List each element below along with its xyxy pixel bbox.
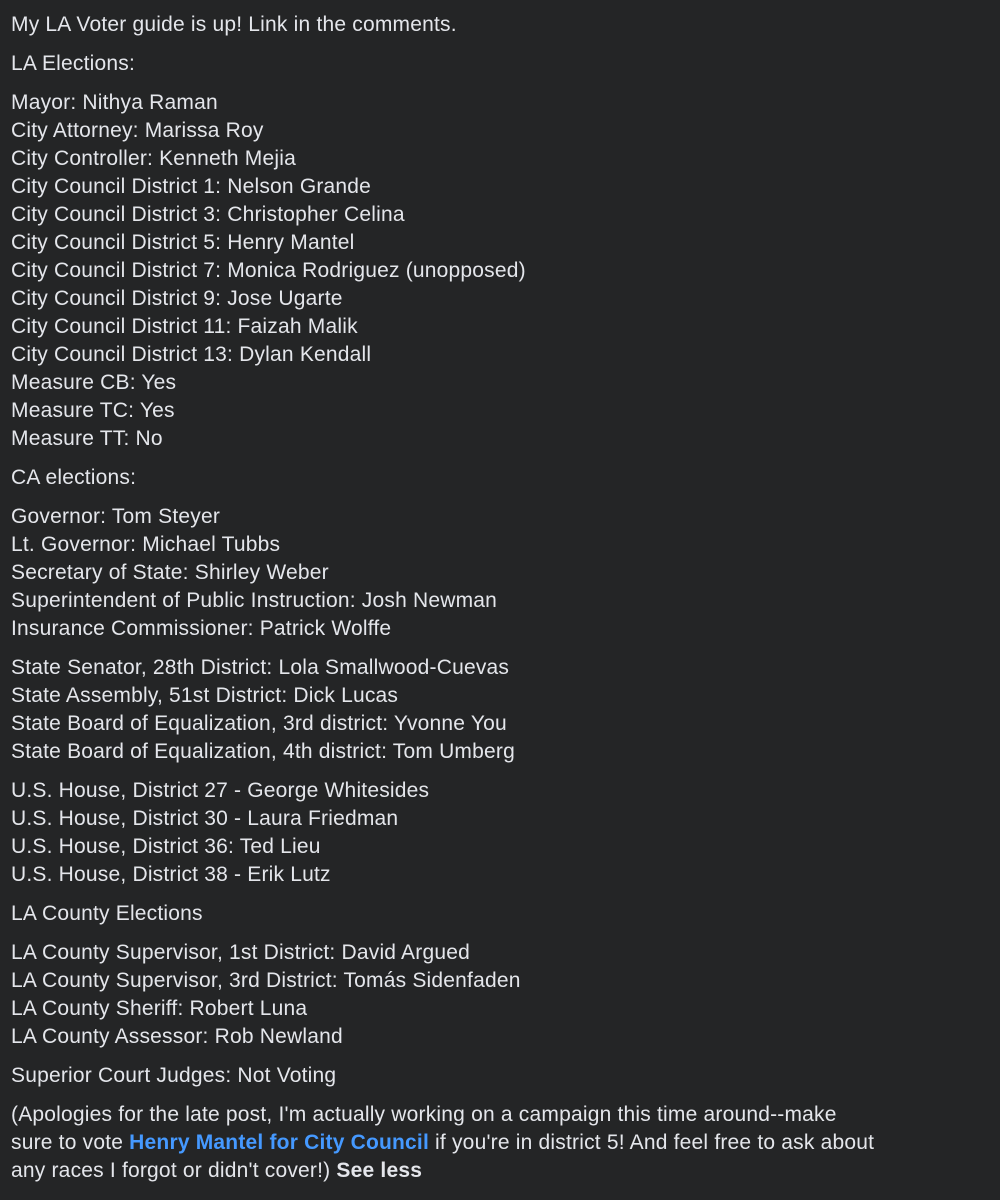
- la-item: City Council District 7: Monica Rodriguez (unopposed): [11, 259, 526, 282]
- la-elections-list: [11, 89, 993, 453]
- post-body: [11, 11, 993, 1185]
- us-house-item: U.S. House, District 36: Ted Lieu: [11, 835, 321, 858]
- ca-legislature-list: [11, 654, 993, 766]
- la-elections-heading: [11, 50, 993, 78]
- la-heading-text: LA Elections:: [11, 52, 136, 75]
- county-elections-list: [11, 939, 993, 1051]
- ca-legislature-item: State Board of Equalization, 4th district: Tom Umberg: [11, 740, 515, 763]
- la-item: City Attorney: Marissa Roy: [11, 119, 264, 142]
- ca-statewide-item: Secretary of State: Shirley Weber: [11, 561, 329, 584]
- ca-statewide-item: Superintendent of Public Instruction: Josh Newman: [11, 589, 498, 612]
- ca-elections-heading: [11, 464, 993, 492]
- ca-legislature-item: State Board of Equalization, 3rd district: Yvonne You: [11, 712, 507, 735]
- county-heading-text: LA County Elections: [11, 902, 203, 925]
- la-item: City Controller: Kenneth Mejia: [11, 147, 296, 170]
- us-house-list: [11, 777, 993, 889]
- closing-line-2: [11, 1129, 993, 1157]
- closing-text-after: if you're in district 5! And feel free to ask about: [429, 1131, 875, 1154]
- county-item: LA County Sheriff: Robert Luna: [11, 997, 308, 1020]
- county-elections-heading: [11, 900, 993, 928]
- la-item: City Council District 13: Dylan Kendall: [11, 343, 372, 366]
- ca-statewide-item: Insurance Commissioner: Patrick Wolffe: [11, 617, 392, 640]
- ca-legislature-item: State Senator, 28th District: Lola Smallwood-Cuevas: [11, 656, 510, 679]
- intro-line: My LA Voter guide is up! Link in the comments.: [11, 13, 457, 36]
- la-item: City Council District 3: Christopher Celina: [11, 203, 405, 226]
- us-house-item: U.S. House, District 38 - Erik Lutz: [11, 863, 331, 886]
- la-item: City Council District 11: Faizah Malik: [11, 315, 358, 338]
- us-house-item: U.S. House, District 30 - Laura Friedman: [11, 807, 399, 830]
- la-item: Measure TC: Yes: [11, 399, 175, 422]
- ca-legislature-item: State Assembly, 51st District: Dick Lucas: [11, 684, 399, 707]
- us-house-item: U.S. House, District 27 - George Whitesides: [11, 779, 430, 802]
- la-item: City Council District 5: Henry Mantel: [11, 231, 355, 254]
- ca-statewide-list: [11, 503, 993, 643]
- closing-line-3: [11, 1157, 993, 1185]
- la-item: Measure TT: No: [11, 427, 163, 450]
- la-item: Measure CB: Yes: [11, 371, 177, 394]
- ca-statewide-item: Governor: Tom Steyer: [11, 505, 221, 528]
- intro-text: [11, 11, 993, 39]
- closing-paragraph: [11, 1101, 993, 1185]
- la-item: Mayor: Nithya Raman: [11, 91, 218, 114]
- ca-statewide-item: Lt. Governor: Michael Tubbs: [11, 533, 281, 556]
- la-item: City Council District 9: Jose Ugarte: [11, 287, 343, 310]
- county-item: LA County Assessor: Rob Newland: [11, 1025, 343, 1048]
- county-item: LA County Supervisor, 1st District: David Argued: [11, 941, 470, 964]
- judges-note: [11, 1062, 993, 1090]
- page-tag-link[interactable]: Henry Mantel for City Council: [129, 1131, 430, 1154]
- judges-text: Superior Court Judges: Not Voting: [11, 1064, 337, 1087]
- closing-line-1: (Apologies for the late post, I'm actually working on a campaign this time around--make: [11, 1103, 837, 1126]
- ca-heading-text: CA elections:: [11, 466, 137, 489]
- see-less-button[interactable]: See less: [336, 1159, 423, 1182]
- closing-text-before: sure to vote: [11, 1131, 130, 1154]
- closing-text-end: any races I forgot or didn't cover!): [11, 1159, 331, 1182]
- la-item: City Council District 1: Nelson Grande: [11, 175, 372, 198]
- county-item: LA County Supervisor, 3rd District: Tomás Sidenfaden: [11, 969, 521, 992]
